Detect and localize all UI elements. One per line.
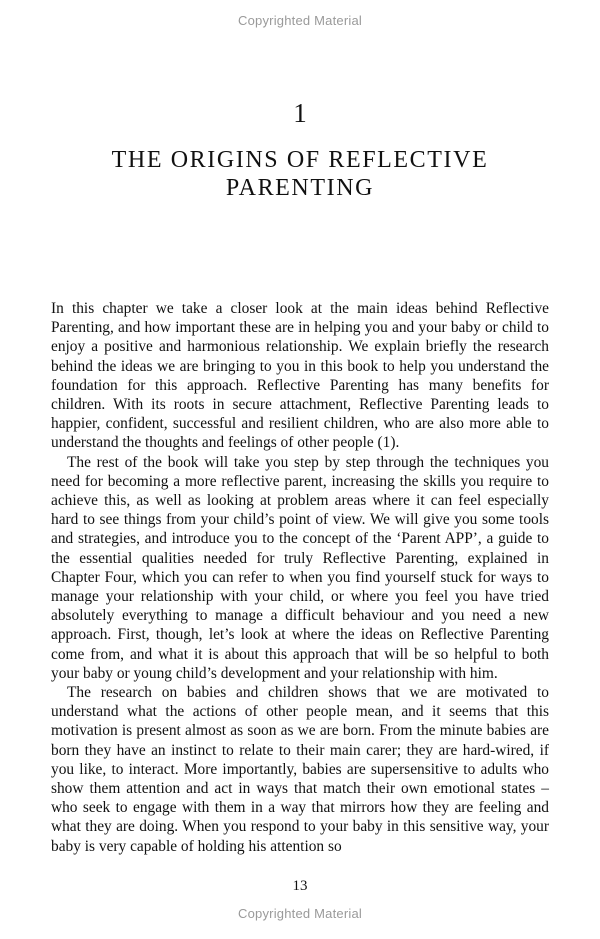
paragraph-1: In this chapter we take a closer look at the main ideas behind Reflective Parenting, and how important these are in helping you and your baby or child to enjoy a positive and harmonious relationship. We explain briefly the research behind the ideas we are bringing to you in this book to help you understand the foundation for this approach. Reflective Parenting has many benefits for children. With its roots in secure attachment, Reflective Parenting leads to happier, confident, successful and resilient children, who are also more able to understand the thoughts and feelings of other people (1). [51,300,549,452]
chapter-title: THE ORIGINS OF REFLECTIVE PARENTING [111,147,489,201]
copyright-watermark-top: Copyrighted Material [238,13,362,28]
paragraph-2: The rest of the book will take you step by step through the techniques you need for becoming a more reflective parent, increasing the skills you require to achieve this, as well as looking at problem areas where it can feel especially hard to see things from your child’s point of view. We will give you some tools and strategies, and introduce you to the concept of the ‘Parent APP’, a guide to the essential qualities needed for truly Reflective Parenting, explained in Chapter Four, which you can refer to when you find yourself stuck for ways to manage your relationship with your child, or where you feel you have tried absolutely everything to manage a difficult behaviour and you need a new approach. First, though, let’s look at where the ideas on Reflective Parenting come from, and what it is about this approach that will be so helpful to both your baby or young child’s development and your relationship with him. [51,453,549,682]
page-number: 13 [292,878,308,894]
copyright-watermark-bottom: Copyrighted Material [238,906,362,921]
chapter-body [51,299,549,856]
chapter-number: 1 [293,98,307,128]
paragraph-3: The research on babies and children shows that we are motivated to understand what the actions of other people mean, and it seems that this motivation is present almost as soon as we are born. From the minute babies are born they have an instinct to relate to their main carer; they are hard-wired, if you like, to interact. More importantly, babies are supersensitive to adults who show them attention and act in ways that match their own emotional states – who seek to engage with them in a way that mirrors how they are feeling and what they are doing. When you respond to your baby in this sensitive way, your baby is very capable of holding his attention so [51,684,549,855]
